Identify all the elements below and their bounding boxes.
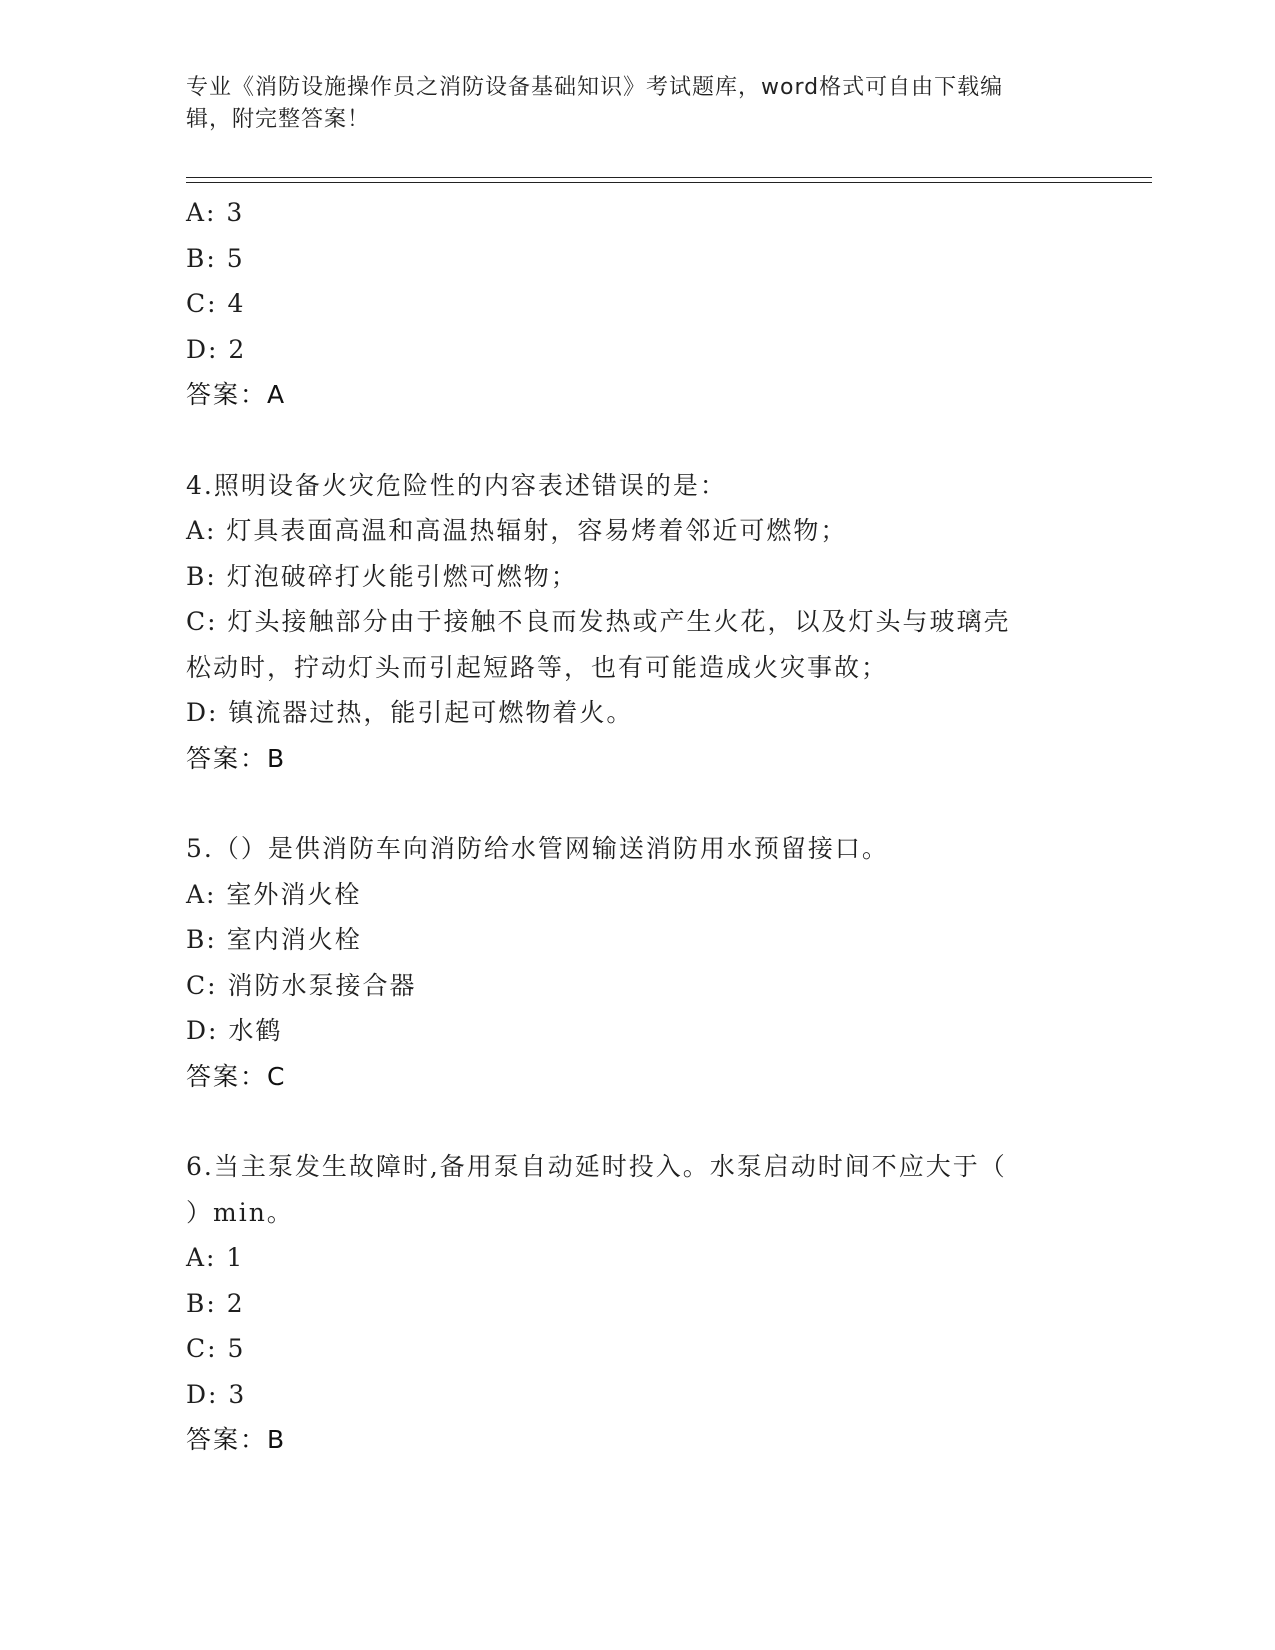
option-d: D: 3 — [186, 1379, 247, 1409]
option-c-line-1: C: 灯头接触部分由于接触不良而发热或产生火花，以及灯头与玻璃壳 — [186, 607, 1011, 636]
question-stem-line-1: 6.当主泵发生故障时,备用泵自动延时投入。水泵启动时间不应大于（ — [186, 1152, 1007, 1181]
header-rule-bottom — [186, 182, 1152, 183]
option-d: D: 水鹤 — [186, 1016, 283, 1045]
option-c: C: 5 — [186, 1334, 246, 1363]
option-c: C: 消防水泵接合器 — [186, 970, 417, 1000]
header-title-line-1: 专业《消防设施操作员之消防设备基础知识》考试题库，word格式可自由下载编 — [186, 75, 1004, 100]
option-b: B: 灯泡破碎打火能引燃可燃物； — [186, 561, 578, 591]
question-3-options — [186, 190, 1086, 418]
answer-line: 答案：B — [186, 1425, 287, 1454]
option-b: B: 5 — [186, 243, 245, 273]
option-b: B: 室内消火栓 — [186, 925, 362, 954]
question-5 — [186, 826, 1086, 1099]
header-rule-top — [186, 177, 1152, 178]
question-6 — [186, 1144, 1086, 1463]
question-stem-line-2: ）min。 — [186, 1197, 294, 1227]
answer-line: 答案：C — [186, 1061, 287, 1091]
header-title-line-2: 辑，附完整答案！ — [186, 107, 371, 132]
option-d: D: 2 — [186, 334, 247, 364]
question-stem: 4.照明设备火灾危险性的内容表述错误的是： — [186, 470, 727, 500]
answer-line: 答案：A — [186, 380, 287, 409]
answer-line: 答案：B — [186, 743, 287, 773]
document-header — [186, 72, 1066, 136]
option-a: A: 3 — [186, 198, 245, 227]
option-a: A: 灯具表面高温和高温热辐射，容易烤着邻近可燃物； — [186, 516, 848, 545]
spacer — [186, 781, 1086, 826]
option-c: C: 4 — [186, 289, 246, 318]
question-list — [186, 190, 1086, 1463]
spacer — [186, 1099, 1086, 1144]
question-stem: 5.（）是供消防车向消防给水管网输送消防用水预留接口。 — [186, 834, 889, 863]
spacer — [186, 418, 1086, 463]
option-c-line-2: 松动时，拧动灯头而引起短路等，也有可能造成火灾事故； — [186, 652, 889, 682]
question-4 — [186, 463, 1086, 782]
option-b: B: 2 — [186, 1288, 245, 1318]
option-a: A: 1 — [186, 1243, 245, 1272]
option-a: A: 室外消火栓 — [186, 879, 362, 909]
option-d: D: 镇流器过热，能引起可燃物着火。 — [186, 698, 634, 727]
